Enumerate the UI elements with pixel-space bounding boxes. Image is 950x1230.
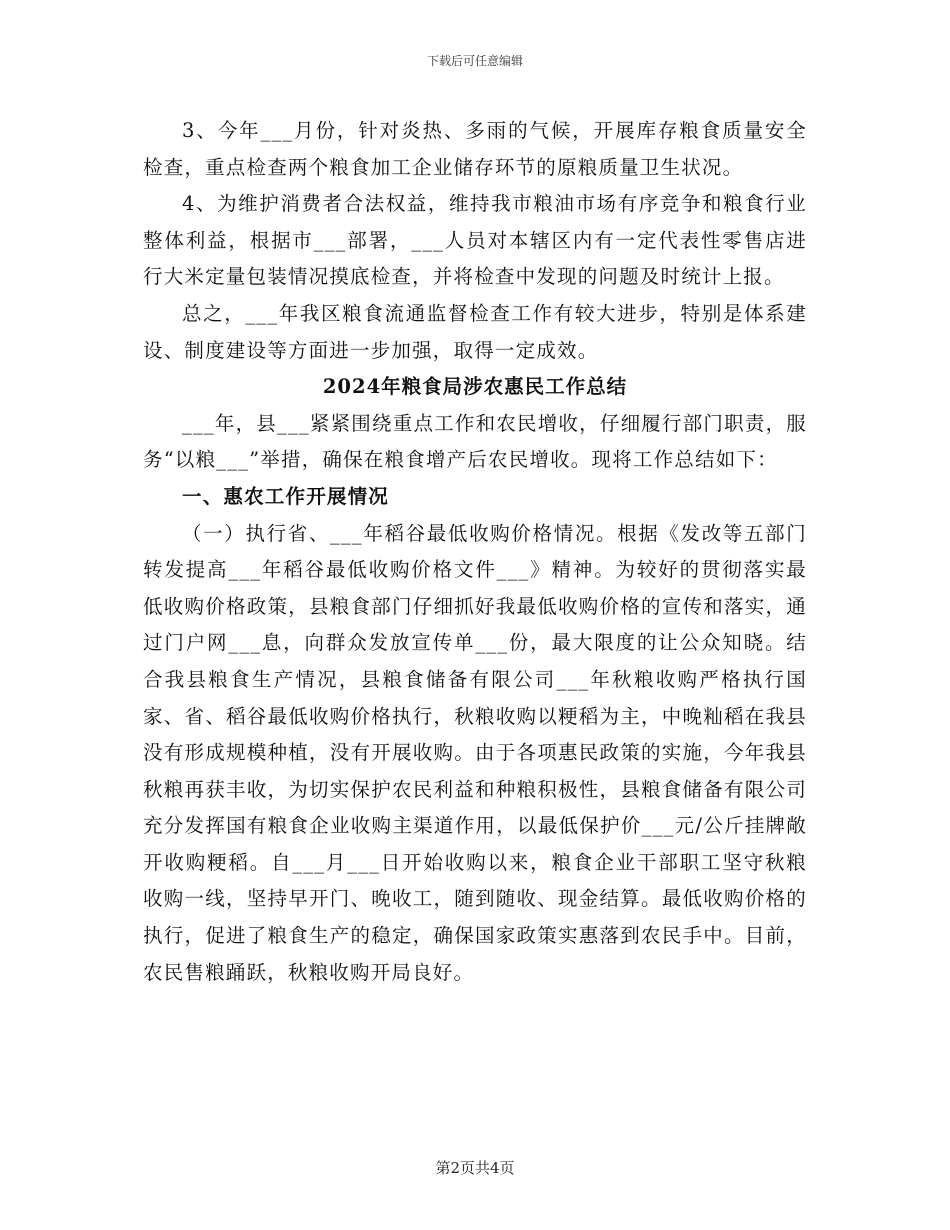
paragraph-intro: ___年，县___紧紧围绕重点工作和农民增收，仔细履行部门职责，服务“以粮___”举措，确保在粮食增产后农民增收。现将工作总结如下： xyxy=(143,411,807,472)
page-header: 下载后可任意编辑 xyxy=(426,54,523,68)
paragraph-summary: 总之，___年我区粮食流通监督检查工作有较大进步，特别是体系建设、制度建设等方面进一步加强，取得一定成效。 xyxy=(143,301,807,362)
page-footer: 第2页共4页 xyxy=(435,1159,515,1177)
paragraph-quality-check: 3、今年___月份，针对炎热、多雨的气候，开展库存粮食质量安全检查，重点检查两个粮食加工企业储存环节的原粮质量卫生状况。 xyxy=(143,119,807,179)
section-heading: 一、惠农工作开展情况 xyxy=(182,484,390,508)
paragraph-section-1: （一）执行省、___年稻谷最低收购价格情况。根据《发改等五部门转发提高___年稻谷最低收购价格文件___》精神。为较好的贯彻落实最低收购价格政策，县粮食部门仔细抓好我最低收购价格的宣传和落实，通过门户网___息，向群众发放宣传单___份，最大限度的让公众知晓。结合我县粮食生产情况，县粮食储备有限公司___年秋粮收购严格执行国家、省、稻谷最低收购价格执行，秋粮收购以粳稻为主，中晚籼稻在我县没有形成规模种植，没有开展收购。由于各项惠民政策的实施，今年我县秋粮再获丰收，为切实保护农民利益和种粮积极性，县粮食储备有限公司充分发挥国有粮食企业收购主渠道作用，以最低保护价___元/公斤挂牌敞开收购粳稻。自___月___日开始收购以来，粮食企业干部职工坚守秋粮收购一线，坚持早开门、晚收工，随到随收、现金结算。最低收购价格的执行，促进了粮食生产的稳定，确保国家政策实惠落到农民手中。目前，农民售粮踊跃，秋粮收购开局良好。 xyxy=(143,521,807,984)
document-title: 2024年粮食局涉农惠民工作总结 xyxy=(322,375,628,399)
paragraph-consumer-rights: 4、为维护消费者合法权益，维持我市粮油市场有序竞争和粮食行业整体利益，根据市___部署，___人员对本辖区内有一定代表性零售店进行大米定量包装情况摸底检查，并将检查中发现的问题及时统计上报。 xyxy=(143,192,807,289)
document-body xyxy=(143,113,807,991)
